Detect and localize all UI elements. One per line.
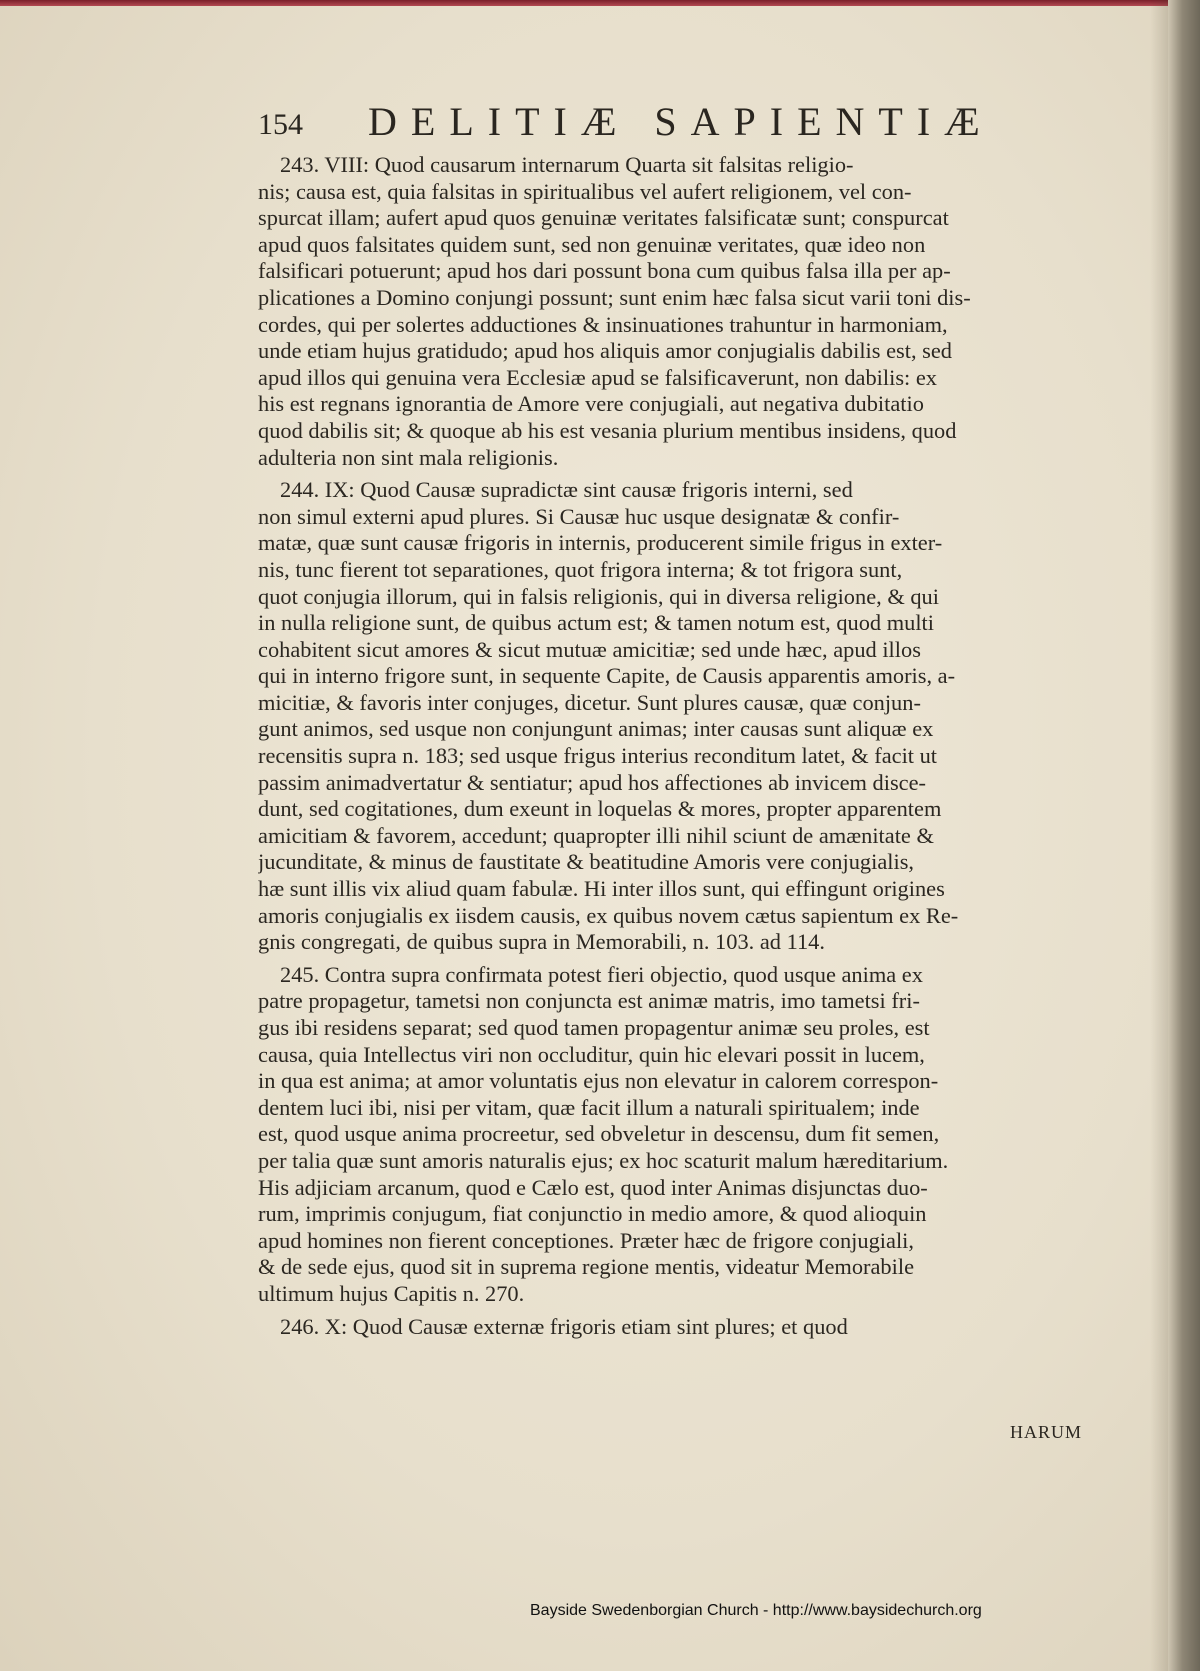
text-line: dentem luci ibi, nisi per vitam, quæ facit illum a naturali spiritualem; inde — [258, 1094, 920, 1120]
running-title: DELITIÆ SAPIENTIÆ — [368, 99, 994, 144]
text-line: gunt animos, sed usque non conjungunt animas; inter causas sunt aliquæ ex — [258, 716, 934, 742]
text-line: ultimum hujus Capitis n. 270. — [258, 1280, 525, 1306]
page-number: 154 — [258, 108, 303, 141]
text-line: apud homines non fierent conceptiones. Præter hæc de frigore conjugiali, — [258, 1227, 914, 1253]
text-line: in qua est anima; at amor voluntatis ejus non elevatur in calorem correspon- — [258, 1068, 939, 1094]
text-line: rum, imprimis conjugum, fiat conjunctio in medio amore, & quod alioquin — [258, 1201, 927, 1227]
text-line: est, quod usque anima procreetur, sed obveletur in descensu, dum fit semen, — [258, 1121, 940, 1147]
text-line: falsificari potuerunt; apud hos dari possunt bona cum quibus falsa illa per ap- — [258, 258, 951, 284]
text-line: qui in interno frigore sunt, in sequente Capite, de Causis apparentis amoris, a- — [258, 663, 956, 689]
body-text — [258, 152, 1126, 1340]
page-header — [258, 98, 1038, 148]
text-line: dunt, sed cogitationes, dum exeunt in loquelas & mores, propter apparentem — [258, 796, 942, 822]
text-line: matæ, quæ sunt causæ frigoris in internis, producerent simile frigus in exter- — [258, 530, 943, 556]
text-line: his est regnans ignorantia de Amore vere conjugiali, aut negativa dubitatio — [258, 391, 924, 417]
text-line: recensitis supra n. 183; sed usque frigus interius reconditum latet, & facit ut — [258, 743, 938, 769]
text-line: gus ibi residens separat; sed quod tamen propagentur animæ seu proles, est — [258, 1015, 930, 1040]
text-line: amicitiam & favorem, accedunt; quapropter illi nihil sciunt de amænitate & — [258, 822, 934, 848]
text-line: His adjiciam arcanum, quod e Cælo est, quod inter Animas disjunctas duo- — [258, 1174, 928, 1200]
text-line: quot conjugia illorum, qui in falsis religionis, qui in diversa religione, & qui — [258, 583, 939, 609]
text-line: hæ sunt illis vix aliud quam fabulæ. Hi inter illos sunt, qui effingunt origines — [258, 876, 945, 902]
footer-credit: Bayside Swedenborgian Church - http://www.baysidechurch.org — [530, 1602, 982, 1619]
page-shadow — [1150, 0, 1168, 1671]
text-line: per talia quæ sunt amoris naturalis ejus; ex hoc scaturit malum hæreditarium. — [258, 1147, 949, 1173]
text-line: 246. X: Quod Causæ externæ frigoris etiam sint plures; et quod — [280, 1313, 848, 1339]
text-line: 243. VIII: Quod causarum internarum Quarta sit falsitas religio- — [280, 152, 854, 177]
text-line: 245. Contra supra confirmata potest fieri objectio, quod usque anima ex — [280, 961, 923, 987]
text-line: & de sede ejus, quod sit in suprema regione mentis, videatur Memorabile — [258, 1254, 915, 1280]
text-line: in nulla religione sunt, de quibus actum est; & tamen notum est, quod multi — [258, 610, 934, 636]
text-line: passim animadvertatur & sentiatur; apud hos affectiones ab invicem disce- — [258, 769, 926, 795]
text-line: nis, tunc fierent tot separationes, quot frigora interna; & tot frigora sunt, — [258, 556, 903, 582]
text-line: causa, quia Intellectus viri non occluditur, quin hic elevari possit in lucem, — [258, 1041, 925, 1067]
text-line: micitiæ, & favoris inter conjuges, dicetur. Sunt plures causæ, quæ conjun- — [258, 689, 921, 715]
text-line: adulteria non sint mala religionis. — [258, 444, 559, 470]
text-line: plicationes a Domino conjungi possunt; sunt enim hæc falsa sicut varii toni dis- — [258, 284, 971, 310]
text-line: nis; causa est, quia falsitas in spiritualibus vel aufert religionem, vel con- — [258, 178, 912, 204]
text-line: apud illos qui genuina vera Ecclesiæ apud se falsificaverunt, non dabilis: ex — [258, 364, 937, 390]
text-line: gnis congregati, de quibus supra in Memorabili, n. 103. ad 114. — [258, 929, 825, 955]
catchword: HARUM — [1010, 1422, 1083, 1442]
text-line: quod dabilis sit; & quoque ab his est vesania plurium mentibus insidens, quod — [258, 417, 957, 443]
text-line: apud quos falsitates quidem sunt, sed non genuinæ veritates, quæ ideo non — [258, 231, 926, 257]
book-spine-edge — [1168, 0, 1200, 1671]
text-line: cohabitent sicut amores & sicut mutuæ amicitiæ; sed unde hæc, apud illos — [258, 636, 921, 662]
text-line: patre propagetur, tametsi non conjuncta est animæ matris, imo tametsi fri- — [258, 988, 920, 1014]
text-line: non simul externi apud plures. Si Causæ huc usque designatæ & confir- — [258, 503, 900, 529]
top-edge — [0, 0, 1200, 6]
text-line: jucunditate, & minus de faustitate & beatitudine Amoris vere conjugialis, — [258, 849, 915, 875]
text-line: 244. IX: Quod Causæ supradictæ sint causæ frigoris interni, sed — [280, 477, 853, 503]
text-line: cordes, qui per solertes adductiones & insinuationes trahuntur in harmoniam, — [258, 311, 948, 337]
text-line: spurcat illam; aufert apud quos genuinæ veritates falsificatæ sunt; conspurcat — [258, 205, 949, 231]
text-line: unde etiam hujus gratidudo; apud hos aliquis amor conjugialis dabilis est, sed — [258, 338, 953, 364]
text-line: amoris conjugialis ex iisdem causis, ex quibus novem cætus sapientum ex Re- — [258, 902, 959, 928]
